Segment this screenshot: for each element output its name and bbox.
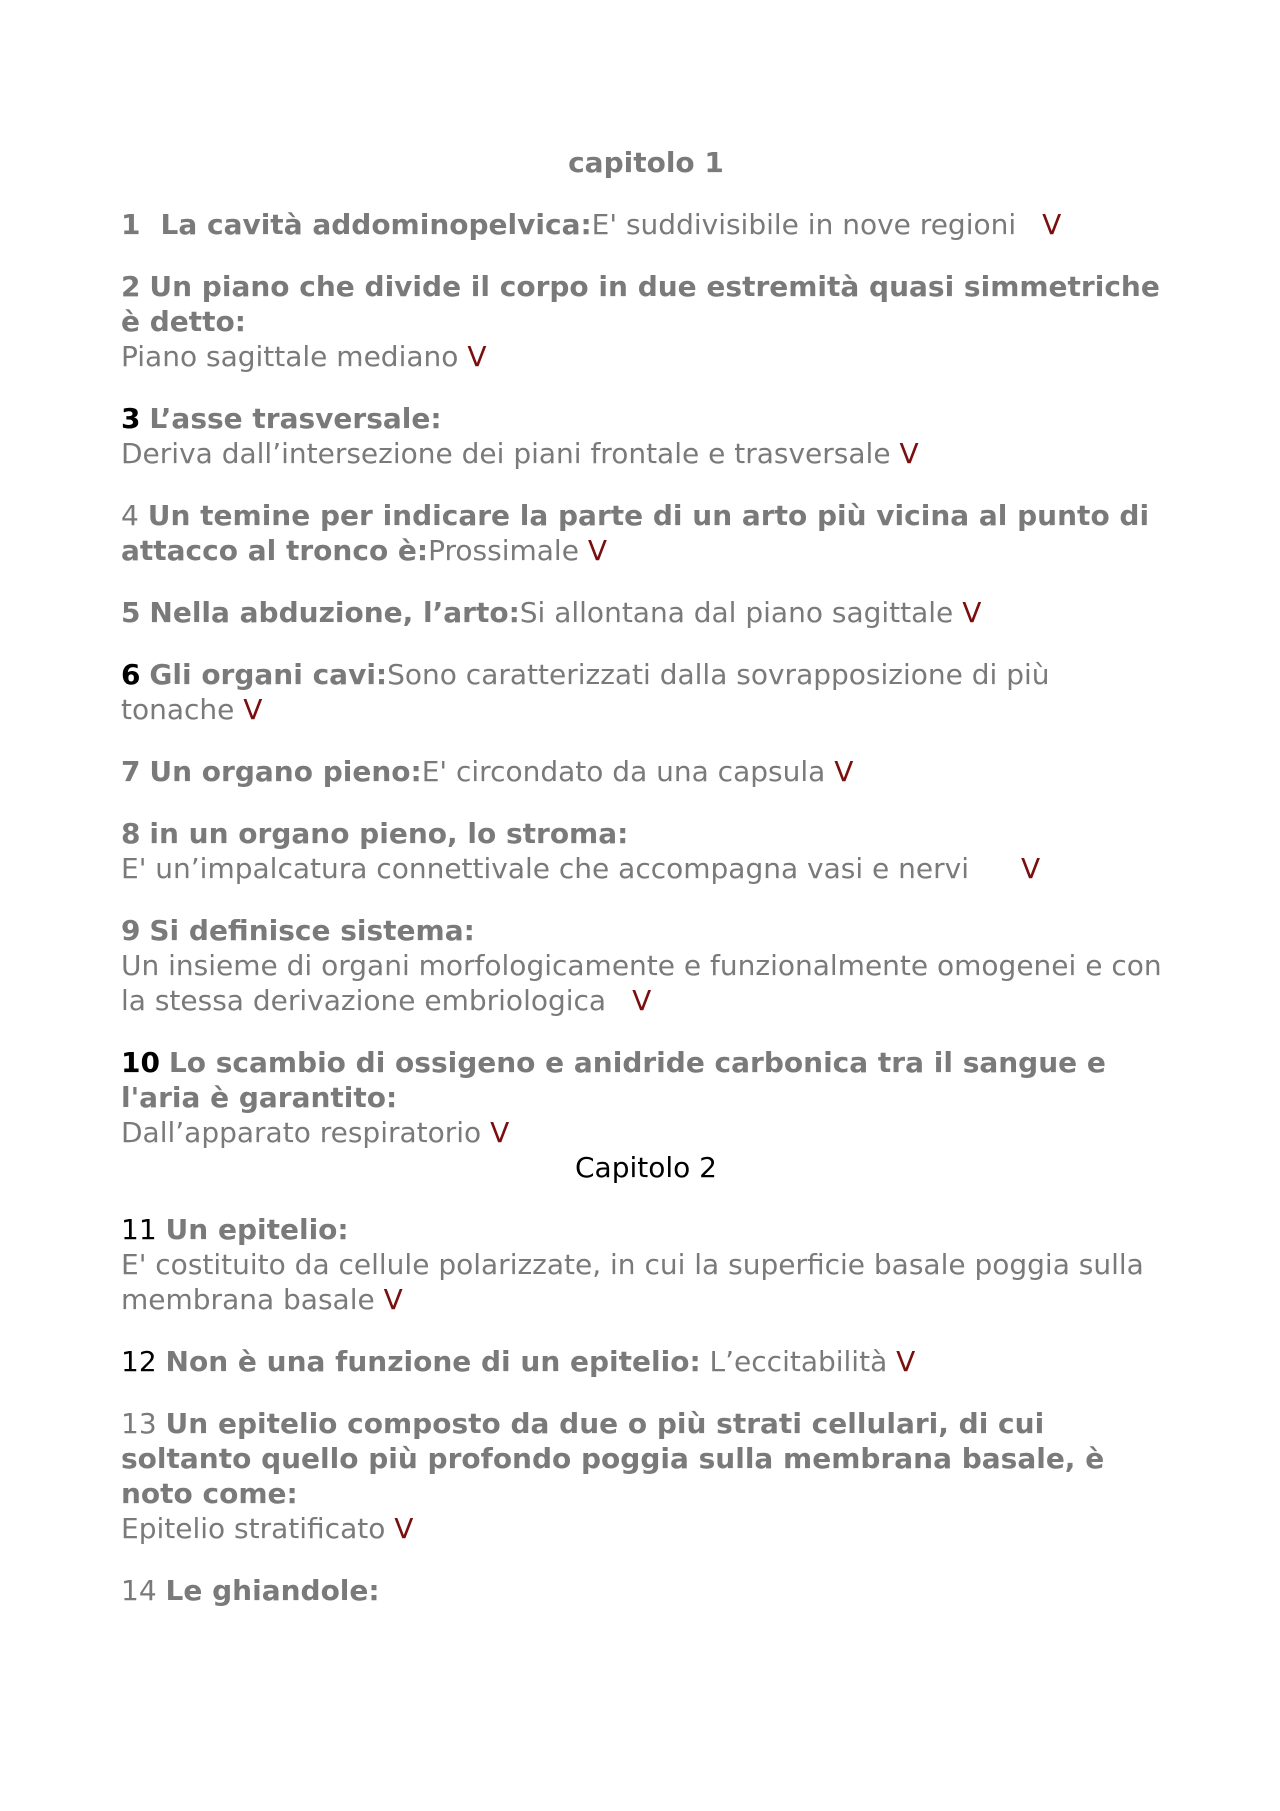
question-number: 7 <box>121 755 141 788</box>
question-text: in un organo pieno, lo stroma: <box>149 817 629 850</box>
answer-text: E' un’impalcatura connettivale che accompagna vasi e nervi <box>121 852 969 885</box>
correct-mark: V <box>899 437 919 470</box>
question-number: 13 <box>121 1407 157 1440</box>
chapter-1-heading: capitolo 1 <box>568 146 724 179</box>
question-number: 12 <box>121 1345 157 1378</box>
correct-mark: V <box>243 693 263 726</box>
question-text: La cavità addominopelvica: <box>160 208 592 241</box>
answer-text: Epitelio stratificato <box>121 1512 386 1545</box>
question-7 <box>121 754 1171 789</box>
question-8 <box>121 816 1171 886</box>
document-page <box>121 145 1171 1635</box>
question-12 <box>121 1344 1171 1379</box>
question-number: 6 <box>121 658 141 691</box>
answer-text: Deriva dall’intersezione dei piani frontale e trasversale <box>121 437 891 470</box>
question-text: Nella abduzione, l’arto: <box>149 596 520 629</box>
question-text: Le ghiandole: <box>165 1574 380 1607</box>
question-number: 8 <box>121 817 141 850</box>
question-number: 4 <box>121 499 139 532</box>
question-10 <box>121 1045 1171 1150</box>
question-14 <box>121 1573 1171 1608</box>
correct-mark: V <box>962 596 982 629</box>
question-text: Lo scambio di ossigeno e anidride carbonica tra il sangue e l'aria è garantito: <box>121 1046 1106 1114</box>
correct-mark: V <box>467 340 487 373</box>
correct-mark: V <box>834 755 854 788</box>
question-number: 10 <box>121 1046 160 1079</box>
question-number: 11 <box>121 1213 157 1246</box>
correct-mark: V <box>394 1512 414 1545</box>
correct-mark: V <box>1021 852 1041 885</box>
correct-mark: V <box>587 534 608 567</box>
question-9 <box>121 913 1171 1018</box>
correct-mark: V <box>383 1283 403 1316</box>
answer-text: Sono caratterizzati dalla sovrapposizione di più tonache <box>121 658 1050 726</box>
question-text: Un temine per indicare la parte di un arto più vicina al punto di attacco al tronco è: <box>121 499 1150 567</box>
answer-text: Un insieme di organi morfologicamente e funzionalmente omogenei e con la stessa derivazione embriologica <box>121 949 1162 1017</box>
correct-mark: V <box>632 984 652 1017</box>
question-text: Un organo pieno: <box>149 755 422 788</box>
answer-text: E' suddivisibile in nove regioni <box>591 208 1017 241</box>
question-text: Non è una funzione di un epitelio: <box>165 1345 701 1378</box>
question-text: Un epitelio: <box>165 1213 349 1246</box>
question-4 <box>121 498 1171 568</box>
answer-text: Dall’apparato respiratorio <box>121 1116 482 1149</box>
question-text: Gli organi cavi: <box>149 658 388 691</box>
question-number: 5 <box>121 596 141 629</box>
question-11 <box>121 1212 1171 1317</box>
answer-text: E' costituito da cellule polarizzate, in cui la superficie basale poggia sulla membrana basale <box>121 1248 1144 1316</box>
answer-text: Prossimale <box>428 534 579 567</box>
answer-text: Si allontana dal piano sagittale <box>519 596 954 629</box>
question-number: 14 <box>121 1574 157 1607</box>
question-number: 1 <box>121 208 141 241</box>
correct-mark: V <box>490 1116 510 1149</box>
answer-text: L’eccitabilità <box>709 1345 888 1378</box>
question-number: 3 <box>121 402 141 435</box>
question-number: 9 <box>121 914 141 947</box>
question-13 <box>121 1406 1171 1546</box>
answer-text: E' circondato da una capsula <box>421 755 826 788</box>
question-3 <box>121 401 1171 471</box>
question-2 <box>121 269 1171 374</box>
chapter-2-heading: Capitolo 2 <box>575 1151 717 1184</box>
question-text: L’asse trasversale: <box>149 402 442 435</box>
question-text: Si definisce sistema: <box>149 914 475 947</box>
question-5 <box>121 595 1171 630</box>
correct-mark: V <box>1042 208 1062 241</box>
question-number: 2 <box>121 270 141 303</box>
correct-mark: V <box>896 1345 916 1378</box>
question-1 <box>121 207 1171 242</box>
question-text: Un epitelio composto da due o più strati cellulari, di cui soltanto quello più profondo poggia sulla membrana basale, è noto come: <box>121 1407 1105 1510</box>
answer-text: Piano sagittale mediano <box>121 340 459 373</box>
question-6 <box>121 657 1171 727</box>
question-text: Un piano che divide il corpo in due estremità quasi simmetriche è detto: <box>121 270 1160 338</box>
